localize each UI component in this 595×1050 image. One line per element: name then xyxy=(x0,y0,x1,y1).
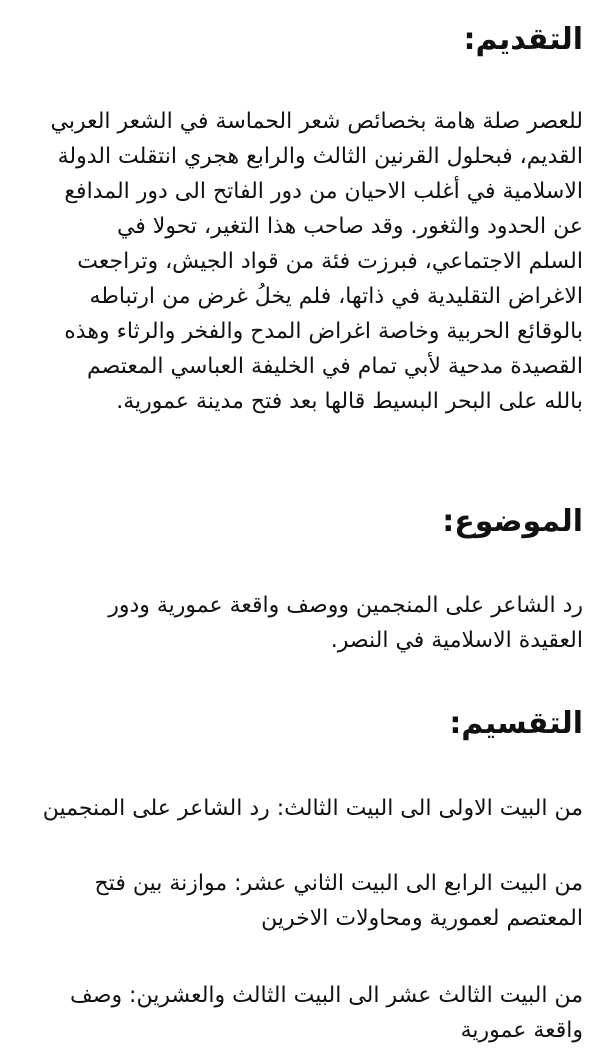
intro-line: للعصر صلة هامة بخصائص شعر الحماسة في الشعر العربي xyxy=(50,109,583,134)
division-line: من البيت الثالث عشر الى البيت الثالث والعشرين: وصف xyxy=(69,983,583,1008)
intro-line: السلم الاجتماعي، فبرزت فئة من قواد الجيش، وتراجعت xyxy=(77,249,583,274)
intro-line: الاغراض التقليدية في ذاتها، فلم يخلُ غرض من ارتباطه xyxy=(89,284,583,309)
division-heading: التقسيم: xyxy=(449,706,583,741)
division-item xyxy=(94,866,583,936)
division-line: من البيت الرابع الى البيت الثاني عشر: موازنة بين فتح xyxy=(94,871,583,896)
topic-line: رد الشاعر على المنجمين ووصف واقعة عمورية ودور xyxy=(108,593,583,618)
topic-heading: الموضوع: xyxy=(442,504,583,539)
intro-line: بالوقائع الحربية وخاصة اغراض المدح والفخر والرثاء وهذه xyxy=(64,319,583,344)
intro-heading: التقديم: xyxy=(463,22,583,57)
intro-line: عن الحدود والثغور. وقد صاحب هذا التغير، تحولا في xyxy=(116,214,583,239)
intro-line: القصيدة مدحية لأبي تمام في الخليفة العباسي المعتصم xyxy=(87,354,583,379)
division-line: من البيت الاولى الى البيت الثالث: رد الشاعر على المنجمين xyxy=(42,796,583,821)
intro-line: القديم، فبحلول القرنين الثالث والرابع هجري انتقلت الدولة xyxy=(57,144,583,169)
intro-line: الاسلامية في أغلب الاحيان من دور الفاتح الى دور المدافع xyxy=(64,179,583,204)
topic-line: العقيدة الاسلامية في النصر. xyxy=(330,628,583,653)
division-line: المعتصم لعمورية ومحاولات الاخرين xyxy=(261,906,583,931)
division-line: واقعة عمورية xyxy=(460,1018,583,1043)
division-item xyxy=(70,978,583,1048)
division-item xyxy=(43,791,583,826)
intro-paragraph xyxy=(50,104,583,419)
topic-paragraph xyxy=(108,588,583,658)
intro-line: بالله على البحر البسيط قالها بعد فتح مدينة عمورية. xyxy=(116,389,583,414)
